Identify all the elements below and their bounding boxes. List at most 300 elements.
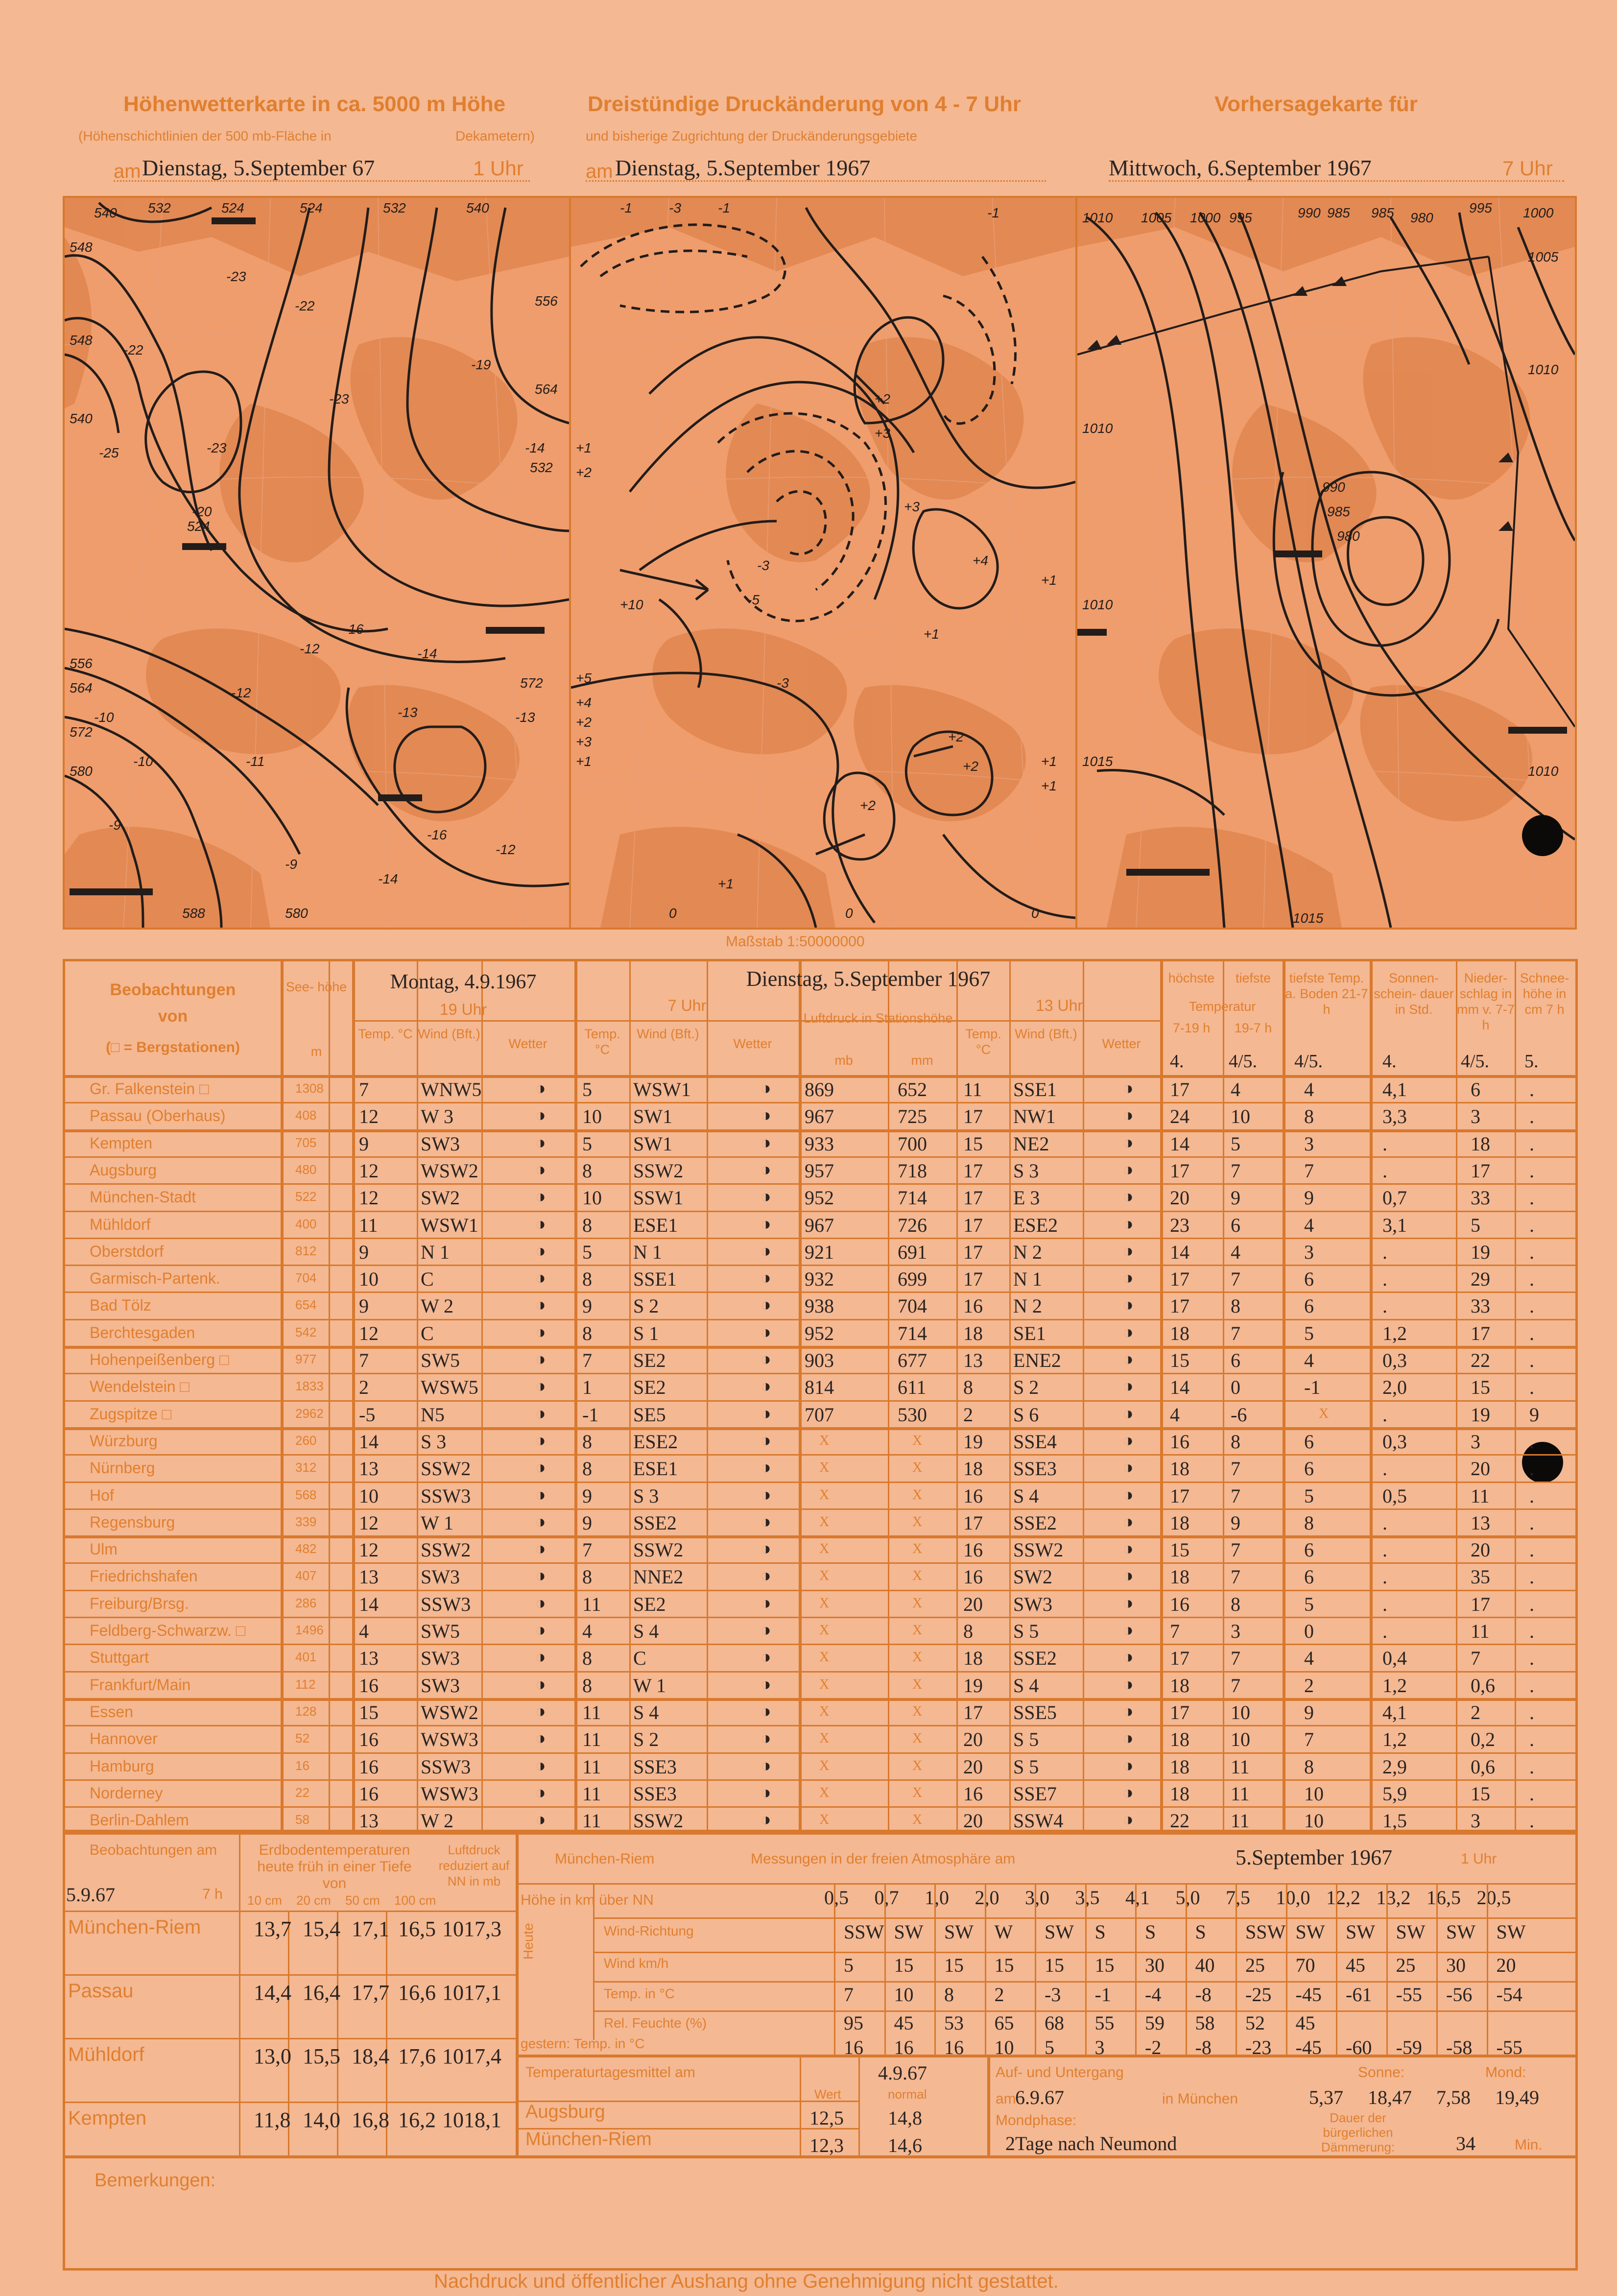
snow: 9 <box>1529 1403 1539 1426</box>
station-name: Berlin-Dahlem <box>90 1811 189 1829</box>
map-label: -20 <box>192 504 212 519</box>
wind-7h: ESE2 <box>633 1430 678 1453</box>
soil-temp: 14,0 <box>303 2108 340 2132</box>
aero-yesterday-temp: -60 <box>1346 2036 1372 2058</box>
cloud-cover-icon: ◑ <box>761 1213 771 1234</box>
t19-7-header: 19-7 h <box>1234 1021 1272 1035</box>
soil-station-name: Kempten <box>68 2107 147 2129</box>
aero-height: 12,2 <box>1326 1887 1360 1909</box>
wind-19h: WNW5 <box>421 1078 482 1100</box>
ground-min: X <box>1319 1406 1329 1421</box>
wind-19h: SW2 <box>421 1187 460 1209</box>
soil-depth-50: 50 cm <box>345 1893 380 1908</box>
soil-temp-header: Erdbodentemperaturen heute früh in einer Tiefe von <box>257 1842 412 1891</box>
soil-station-name: Mühldorf <box>68 2044 144 2065</box>
sunshine: 1,5 <box>1382 1810 1407 1832</box>
precip-day: 4/5. <box>1461 1051 1490 1072</box>
max-temp: 18 <box>1170 1511 1189 1534</box>
pressure-change-map <box>569 196 1077 930</box>
map-label: 0 <box>1031 906 1039 921</box>
sunshine: 3,1 <box>1382 1214 1407 1236</box>
cloud-cover-icon: ◑ <box>535 1700 546 1721</box>
precip: 33 <box>1471 1187 1490 1209</box>
snow: . <box>1529 1132 1534 1155</box>
observation-table <box>63 959 1578 1835</box>
sunset: 18,47 <box>1368 2086 1412 2108</box>
upper-air-map <box>63 196 571 930</box>
wind-7h: S 4 <box>633 1701 659 1723</box>
aero-yesterday-temp: -8 <box>1195 2036 1212 2058</box>
cloud-cover-icon: ◑ <box>535 1728 546 1748</box>
min-temp: 7 <box>1231 1268 1240 1291</box>
pressure-mb: X <box>819 1487 830 1503</box>
sea-level-pressure: 1017,3 <box>442 1917 501 1941</box>
sunrise: 5,37 <box>1309 2086 1343 2108</box>
map-label: 990 <box>1322 479 1345 495</box>
sunshine: . <box>1382 1268 1387 1291</box>
aero-wind-dir: S <box>1195 1921 1206 1943</box>
seehohe: 1308 <box>295 1081 324 1096</box>
cloud-cover-icon: ◑ <box>1123 1538 1134 1559</box>
ground-min: 9 <box>1304 1701 1314 1723</box>
min-temp: 7 <box>1231 1458 1240 1480</box>
map-label: +1 <box>576 754 592 769</box>
cloud-cover-icon: ◑ <box>535 1105 546 1125</box>
wind-13h: SSE5 <box>1013 1701 1057 1723</box>
temp-13h: 13 <box>963 1349 983 1371</box>
twilight-label: Dauer der bürgerlichen Dämmerung: <box>1321 2110 1395 2154</box>
ground-day: 4/5. <box>1294 1051 1323 1072</box>
wind-19h: SSW2 <box>421 1539 471 1561</box>
cloud-cover-icon: ◑ <box>761 1674 771 1694</box>
wind-19h: WSW2 <box>421 1701 478 1723</box>
aero-temp: -55 <box>1396 1984 1422 2006</box>
aero-yesterday-temp: -59 <box>1396 2036 1422 2058</box>
sun-day: 4. <box>1382 1051 1397 1072</box>
seehohe: 16 <box>295 1758 309 1773</box>
sunshine: 4,1 <box>1382 1701 1407 1723</box>
map-label: -5 <box>747 592 760 607</box>
min-temp: 8 <box>1231 1295 1240 1317</box>
map-label: +2 <box>576 715 592 730</box>
cloud-cover-icon: ◑ <box>1123 1268 1134 1288</box>
cloud-cover-icon: ◑ <box>535 1132 546 1152</box>
seehohe: 58 <box>295 1812 309 1827</box>
date-line-left <box>114 180 530 182</box>
row-divider <box>65 1617 1575 1618</box>
sunshine: 5,9 <box>1382 1782 1407 1805</box>
max-temp: 17 <box>1170 1647 1189 1670</box>
aero-wind-dir: SW <box>1045 1921 1074 1943</box>
wind-19h: WSW5 <box>421 1376 478 1399</box>
cloud-cover-icon: ◑ <box>535 1321 546 1342</box>
pressure-mm: X <box>912 1703 923 1719</box>
seehohe: 1496 <box>295 1623 324 1637</box>
pressure-mb: X <box>819 1514 830 1530</box>
temp-13h: 16 <box>963 1484 983 1507</box>
wind-19h: SW3 <box>421 1566 460 1588</box>
snow: . <box>1529 1376 1534 1399</box>
cloud-cover-icon: ◑ <box>1123 1728 1134 1748</box>
aero-wind-dir: SW <box>1396 1921 1426 1943</box>
station-name: Zugspitze □ <box>90 1405 171 1423</box>
aero-rh: 52 <box>1245 2012 1265 2034</box>
cloud-cover-icon: ◑ <box>535 1213 546 1234</box>
max-temp: 24 <box>1170 1105 1189 1128</box>
pressure-mb: X <box>819 1595 830 1611</box>
aero-wind-speed: 15 <box>1045 1954 1064 1976</box>
aero-wind-dir: SSW <box>1245 1921 1286 1943</box>
obs-header-title: Beobachtungen <box>110 981 236 999</box>
aero-station: München-Riem <box>555 1851 655 1867</box>
cloud-cover-icon: ◑ <box>761 1620 771 1640</box>
map-label: 1015 <box>1293 910 1324 926</box>
wetter-header-1: Wetter <box>508 1036 547 1051</box>
ground-min: 8 <box>1304 1511 1314 1534</box>
temp-13h: 17 <box>963 1268 983 1291</box>
max-temp: 22 <box>1170 1810 1189 1832</box>
map-label: +1 <box>1041 754 1057 769</box>
upper-air-map-subtitle-units: Dekametern) <box>455 128 535 144</box>
row-divider <box>65 1590 1575 1591</box>
temp-7h: 8 <box>582 1458 592 1480</box>
temp-19h: 13 <box>359 1566 379 1588</box>
row-divider <box>65 1292 1575 1293</box>
snow: . <box>1529 1810 1534 1832</box>
wind-13h: S 5 <box>1013 1728 1039 1751</box>
aero-wind-dir: SW <box>1496 1921 1526 1943</box>
wind-13h: SSW2 <box>1013 1539 1064 1561</box>
sunshine: 1,2 <box>1382 1674 1407 1697</box>
cloud-cover-icon: ◑ <box>1123 1755 1134 1775</box>
temperatur-header: Temperatur <box>1189 999 1256 1014</box>
seehohe: 480 <box>295 1162 317 1177</box>
station-name: Friedrichshafen <box>90 1567 198 1585</box>
pressure-mb: 869 <box>805 1078 834 1100</box>
max-temp: 14 <box>1170 1132 1189 1155</box>
max-temp: 18 <box>1170 1458 1189 1480</box>
aero-height: 3,5 <box>1075 1887 1100 1909</box>
temp-13h: 16 <box>963 1566 983 1588</box>
wind-7h: S 3 <box>633 1484 659 1507</box>
punch-hole <box>1522 815 1563 856</box>
soil-depth-20: 20 cm <box>296 1893 331 1908</box>
aero-height: 0,7 <box>874 1887 899 1909</box>
cloud-cover-icon: ◑ <box>761 1782 771 1802</box>
min-temp: 4 <box>1231 1241 1240 1263</box>
temp-13h: 20 <box>963 1728 983 1751</box>
row-divider <box>65 1156 1575 1158</box>
precip: 3 <box>1471 1105 1480 1128</box>
sunshine: . <box>1382 1159 1387 1182</box>
map-label: +1 <box>718 876 734 891</box>
row-divider <box>65 1752 1575 1754</box>
precip: 17 <box>1471 1159 1490 1182</box>
wind-13h: NE2 <box>1013 1132 1049 1155</box>
ground-min: 6 <box>1304 1295 1314 1317</box>
min-temp: 8 <box>1231 1593 1240 1615</box>
aero-rh: 65 <box>994 2012 1014 2034</box>
wind-7h: SE5 <box>633 1403 666 1426</box>
precip: 0,2 <box>1471 1728 1495 1751</box>
pressure-mb: X <box>819 1460 830 1476</box>
temp-19h: 2 <box>359 1376 369 1399</box>
wind-13h: N 2 <box>1013 1241 1042 1263</box>
row-divider <box>65 1671 1575 1673</box>
soil-temp: 16,5 <box>398 1917 436 1941</box>
wind-7h: SSE2 <box>633 1511 677 1534</box>
cloud-cover-icon: ◑ <box>761 1592 771 1613</box>
aero-col-rule <box>1085 1883 1087 2055</box>
temp-7h: 11 <box>582 1728 601 1751</box>
sunshine: . <box>1382 1403 1387 1426</box>
cloud-cover-icon: ◑ <box>1123 1484 1134 1505</box>
station-name: Kempten <box>90 1134 153 1152</box>
temp-7h: 5 <box>582 1241 592 1263</box>
ground-min: 4 <box>1304 1349 1314 1371</box>
aero-temp: -61 <box>1346 1984 1372 2006</box>
aero-col-rule <box>1336 1883 1337 2055</box>
date-line-right <box>1109 180 1564 182</box>
cloud-cover-icon: ◑ <box>535 1159 546 1179</box>
station-name: Passau (Oberhaus) <box>90 1107 226 1125</box>
aero-wind-speed: 25 <box>1245 1954 1265 1976</box>
max-header: höchste <box>1168 971 1215 985</box>
pressure-mm: 704 <box>898 1295 927 1317</box>
ground-min: 3 <box>1304 1241 1314 1263</box>
wind-13h: S 3 <box>1013 1159 1039 1182</box>
min-temp: 6 <box>1231 1349 1240 1371</box>
pressure-mm: X <box>912 1433 923 1448</box>
max-temp: 4 <box>1170 1403 1180 1426</box>
temp-7h: 8 <box>582 1214 592 1236</box>
seehohe: 704 <box>295 1270 317 1286</box>
station-name: Oberstdorf <box>90 1242 164 1260</box>
min-temp: 0 <box>1231 1376 1240 1399</box>
seehohe: 977 <box>295 1352 317 1366</box>
max-temp: 14 <box>1170 1241 1189 1263</box>
rise-set-location: in München <box>1162 2091 1238 2107</box>
snow: . <box>1529 1105 1534 1128</box>
aero-temp: -45 <box>1295 1984 1322 2006</box>
map-label: +2 <box>948 729 964 744</box>
pressure-mm: X <box>912 1514 923 1530</box>
wind-19h: WSW3 <box>421 1782 478 1805</box>
map-scale: Maßstab 1:50000000 <box>726 933 865 950</box>
temp-19h: 12 <box>359 1539 379 1561</box>
cloud-cover-icon: ◑ <box>535 1809 546 1830</box>
pressure-mb: 938 <box>805 1295 834 1317</box>
seehohe: 52 <box>295 1731 309 1746</box>
aero-yesterday-temp: 16 <box>844 2036 863 2058</box>
map-label: 1005 <box>1528 249 1559 264</box>
wind-7h: S 2 <box>633 1728 659 1751</box>
map-label: +3 <box>904 499 920 514</box>
pressure-mm: X <box>912 1487 923 1503</box>
cloud-cover-icon: ◑ <box>761 1186 771 1207</box>
snow: . <box>1529 1187 1534 1209</box>
wind-13h: SE1 <box>1013 1322 1046 1344</box>
cloud-cover-icon: ◑ <box>535 1674 546 1694</box>
wind-13h: SSE3 <box>1013 1458 1057 1480</box>
seehohe: 705 <box>295 1135 317 1150</box>
ground-min: 4 <box>1304 1214 1314 1236</box>
precip: 20 <box>1471 1539 1490 1561</box>
ground-min: 5 <box>1304 1322 1314 1344</box>
temp-19h: 9 <box>359 1295 369 1317</box>
temp-19h: 12 <box>359 1105 379 1128</box>
cloud-cover-icon: ◑ <box>1123 1294 1134 1315</box>
forecast-map-time: 7 Uhr <box>1502 157 1553 180</box>
precip: 0,6 <box>1471 1674 1495 1697</box>
snow: . <box>1529 1430 1534 1453</box>
aero-col-rule <box>834 1883 835 2055</box>
pressure-mm: X <box>912 1650 923 1665</box>
max-temp: 18 <box>1170 1755 1189 1778</box>
cloud-cover-icon: ◑ <box>1123 1403 1134 1423</box>
temp-7h: 8 <box>582 1159 592 1182</box>
wind-7h: ESE1 <box>633 1458 678 1480</box>
moonrise: 7,58 <box>1436 2086 1471 2108</box>
map-label: -25 <box>99 445 119 460</box>
sunshine: 3,3 <box>1382 1105 1407 1128</box>
precip: 3 <box>1471 1810 1480 1832</box>
station-name: Wendelstein □ <box>90 1378 190 1396</box>
temp-19h: 12 <box>359 1322 379 1344</box>
temp-13h: 20 <box>963 1755 983 1778</box>
wind-7h: SE2 <box>633 1376 666 1399</box>
map-label: -13 <box>398 705 418 720</box>
min-temp: 7 <box>1231 1539 1240 1561</box>
pressure-change-map-subtitle: und bisherige Zugrichtung der Druckänderungsgebiete <box>586 128 918 144</box>
snow: . <box>1529 1458 1534 1480</box>
aero-height: 13,2 <box>1376 1887 1411 1909</box>
seehohe: 2962 <box>295 1406 324 1421</box>
pressure-mm: 718 <box>898 1159 927 1182</box>
row-divider <box>65 1183 1575 1185</box>
daily-mean-wert: Wert <box>814 2087 841 2102</box>
max-temp: 15 <box>1170 1539 1189 1561</box>
sunshine: 0,7 <box>1382 1187 1407 1209</box>
map-label: 540 <box>94 205 117 220</box>
sunshine: 0,4 <box>1382 1647 1407 1670</box>
temp-19h: 9 <box>359 1132 369 1155</box>
aero-height: 10,0 <box>1276 1887 1310 1909</box>
precip: 35 <box>1471 1566 1490 1588</box>
snow: . <box>1529 1268 1534 1291</box>
aero-rh: 53 <box>944 2012 964 2034</box>
soil-temp: 17,1 <box>352 1917 389 1941</box>
max-temp: 17 <box>1170 1159 1189 1182</box>
aero-height: 5,0 <box>1175 1887 1200 1909</box>
min-header: tiefste <box>1235 971 1271 985</box>
sea-level-pressure: 1018,1 <box>442 2108 501 2132</box>
snow: . <box>1529 1620 1534 1642</box>
t7-header: 7 Uhr <box>667 997 707 1014</box>
aero-wind-dir: S <box>1145 1921 1156 1943</box>
aero-temp: -25 <box>1245 1984 1272 2006</box>
temp-7h: 11 <box>582 1810 601 1832</box>
temp-7h: 11 <box>582 1593 601 1615</box>
wind-13h: S 5 <box>1013 1620 1039 1642</box>
cloud-cover-icon: ◑ <box>761 1132 771 1152</box>
cloud-cover-icon: ◑ <box>1123 1511 1134 1531</box>
station-name: Ulm <box>90 1540 118 1558</box>
ground-min: -1 <box>1304 1376 1321 1399</box>
station-name: Mühldorf <box>90 1215 151 1233</box>
ground-min: 8 <box>1304 1105 1314 1128</box>
precip: 15 <box>1471 1782 1490 1805</box>
temp-19h: 12 <box>359 1187 379 1209</box>
cloud-cover-icon: ◑ <box>535 1511 546 1531</box>
aero-yesterday-temp: -58 <box>1446 2036 1473 2058</box>
upper-air-map-time: 1 Uhr <box>473 157 523 180</box>
precip: 15 <box>1471 1376 1490 1399</box>
snow-header: Schnee- höhe in cm 7 h <box>1520 971 1569 1017</box>
cloud-cover-icon: ◑ <box>535 1186 546 1207</box>
pressure-mm: 677 <box>898 1349 927 1371</box>
precip: 7 <box>1471 1647 1480 1670</box>
map-label: 990 <box>1298 205 1321 220</box>
soil-temp: 11,8 <box>254 2108 291 2132</box>
pressure-mm: X <box>912 1812 923 1828</box>
soil-temp: 18,4 <box>352 2044 389 2068</box>
snow: . <box>1529 1241 1534 1263</box>
cloud-cover-icon: ◑ <box>761 1376 771 1396</box>
seehohe: 339 <box>295 1514 317 1529</box>
pressure-mm: 611 <box>898 1376 927 1399</box>
cloud-cover-icon: ◑ <box>761 1728 771 1748</box>
forecast-map-date: Mittwoch, 6.September 1967 <box>1109 155 1372 180</box>
wind-7h: S 2 <box>633 1295 659 1317</box>
snow: . <box>1529 1566 1534 1588</box>
pressure-mb: 921 <box>805 1241 834 1263</box>
seehohe: 22 <box>295 1785 309 1800</box>
wind-13h: SSE1 <box>1013 1078 1057 1100</box>
soil-obs-title: Beobachtungen am <box>89 1842 217 1858</box>
map-label: -1 <box>620 200 632 215</box>
soil-obs-time: 7 h <box>202 1886 223 1902</box>
pressure-mm: X <box>912 1623 923 1638</box>
temp-13h: 16 <box>963 1539 983 1561</box>
cloud-cover-icon: ◑ <box>761 1700 771 1721</box>
wind-13h: S 6 <box>1013 1403 1039 1426</box>
max-temp: 18 <box>1170 1566 1189 1588</box>
snow: . <box>1529 1674 1534 1697</box>
temp-13h: 15 <box>963 1132 983 1155</box>
temp-7h: 1 <box>582 1376 592 1399</box>
aero-col-rule <box>1286 1883 1287 2055</box>
wind-19h: C <box>421 1268 434 1291</box>
cloud-cover-icon: ◑ <box>761 1457 771 1478</box>
station-name: Hohenpeißenberg □ <box>90 1351 229 1368</box>
aero-yesterday-temp: 10 <box>994 2036 1014 2058</box>
wind-13h: N 1 <box>1013 1268 1042 1291</box>
sunshine: . <box>1382 1295 1387 1317</box>
sunshine: 2,0 <box>1382 1376 1407 1399</box>
pressure-change-map-date: Dienstag, 5.September 1967 <box>615 155 871 180</box>
wind-7h: SW1 <box>633 1105 672 1128</box>
temp-13h: 8 <box>963 1376 973 1399</box>
snow: . <box>1529 1322 1534 1344</box>
temp-7h: 4 <box>582 1620 592 1642</box>
aero-yesterday-temp: -55 <box>1496 2036 1522 2058</box>
wind-19h: SW5 <box>421 1349 460 1371</box>
soil-temp: 16,2 <box>398 2108 436 2132</box>
precip: 17 <box>1471 1322 1490 1344</box>
aero-temp: -3 <box>1045 1984 1061 2006</box>
ground-min: 10 <box>1304 1810 1324 1832</box>
